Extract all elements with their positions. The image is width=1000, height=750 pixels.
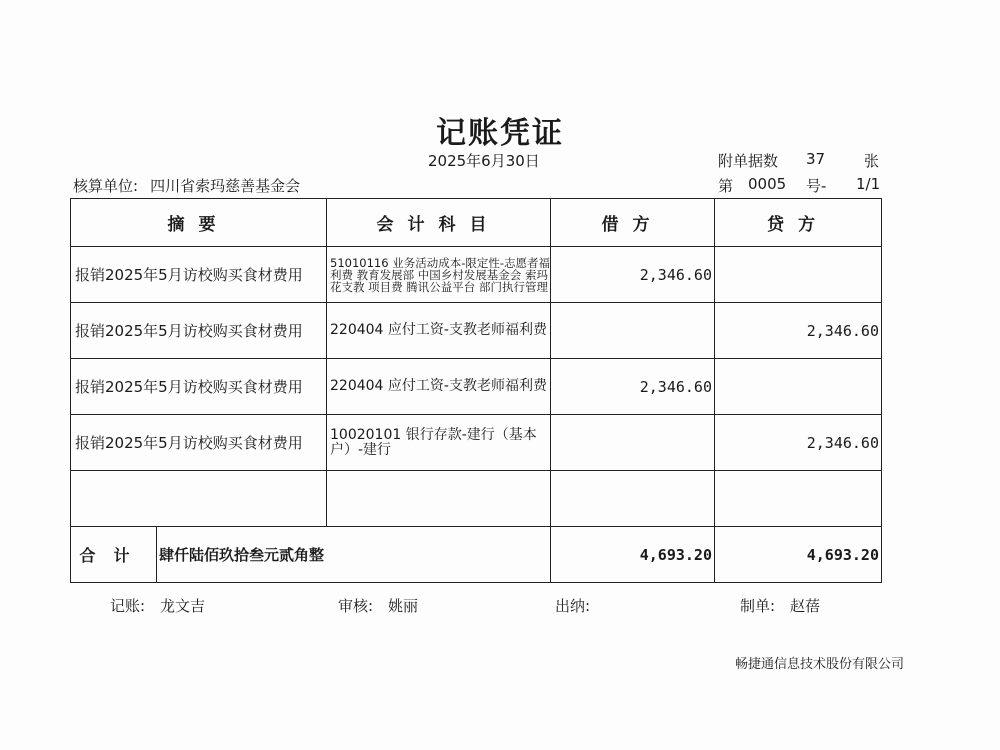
- row-summary: 报销2025年5月访校购买食材费用: [71, 247, 327, 303]
- row-account: 220404 应付工资-支教老师福利费: [327, 359, 551, 415]
- row-summary: 报销2025年5月访校购买食材费用: [71, 415, 327, 471]
- voucher-title: 记账凭证: [436, 116, 564, 151]
- header-debit: 借方: [551, 199, 715, 247]
- total-amount-in-words: 肆仟陆佰玖拾叁元贰角整: [157, 527, 327, 583]
- preparer-label: 制单:: [740, 597, 776, 615]
- attachments-unit: 张: [864, 152, 880, 170]
- attachments-label: 附单据数: [718, 152, 779, 170]
- total-debit: 4,693.20: [551, 527, 715, 583]
- unit-label: 核算单位:: [73, 177, 139, 195]
- reviewer-name: 姚丽: [388, 597, 419, 615]
- row-account: 51010116 业务活动成本-限定性-志愿者福利费 教育发展部 中国乡村发展基金会 索玛花支教 项目费 腾讯公益平台 部门执行管理: [327, 247, 551, 303]
- row-debit: 2,346.60: [551, 359, 715, 415]
- attachments-count: 37: [806, 150, 826, 168]
- unit-name: 四川省索玛慈善基金会: [150, 177, 301, 195]
- row-credit: [715, 359, 882, 415]
- bookkeeper-name: 龙文吉: [160, 597, 206, 615]
- reviewer-label: 审核:: [338, 597, 374, 615]
- table-header-row: [71, 199, 882, 247]
- total-label: 合计: [71, 527, 157, 583]
- row-credit: 2,346.60: [715, 415, 882, 471]
- row-account: 220404 应付工资-支教老师福利费: [327, 303, 551, 359]
- row-debit: [551, 471, 715, 527]
- voucher-date: 2025年6月30日: [428, 152, 540, 170]
- accounting-unit: [73, 175, 300, 196]
- header-summary: 摘要: [71, 199, 327, 247]
- preparer-name: 赵蓓: [790, 597, 821, 615]
- total-row: [71, 527, 882, 583]
- row-summary: [71, 471, 327, 527]
- software-vendor: 畅捷通信息技术股份有限公司: [735, 657, 905, 672]
- table-row-empty: [71, 471, 882, 527]
- row-debit: [551, 415, 715, 471]
- table-row: [71, 359, 882, 415]
- voucher-suffix: 号-: [806, 177, 827, 195]
- row-credit: [715, 247, 882, 303]
- row-account: 10020101 银行存款-建行（基本户）-建行: [327, 415, 551, 471]
- row-credit: 2,346.60: [715, 303, 882, 359]
- voucher-prefix: 第: [718, 177, 734, 195]
- header-credit: 贷方: [715, 199, 882, 247]
- total-spacer: [327, 527, 551, 583]
- cashier-label: 出纳:: [555, 597, 591, 615]
- table-row: [71, 415, 882, 471]
- voucher-table: [70, 198, 882, 583]
- total-credit: 4,693.20: [715, 527, 882, 583]
- voucher-page: 1/1: [856, 175, 881, 193]
- row-debit: [551, 303, 715, 359]
- row-credit: [715, 471, 882, 527]
- table-row: [71, 303, 882, 359]
- table-row: [71, 247, 882, 303]
- row-summary: 报销2025年5月访校购买食材费用: [71, 359, 327, 415]
- row-account: [327, 471, 551, 527]
- voucher-no: 0005: [748, 175, 787, 193]
- bookkeeper-label: 记账:: [110, 597, 146, 615]
- row-debit: 2,346.60: [551, 247, 715, 303]
- header-account: 会计科目: [327, 199, 551, 247]
- row-summary: 报销2025年5月访校购买食材费用: [71, 303, 327, 359]
